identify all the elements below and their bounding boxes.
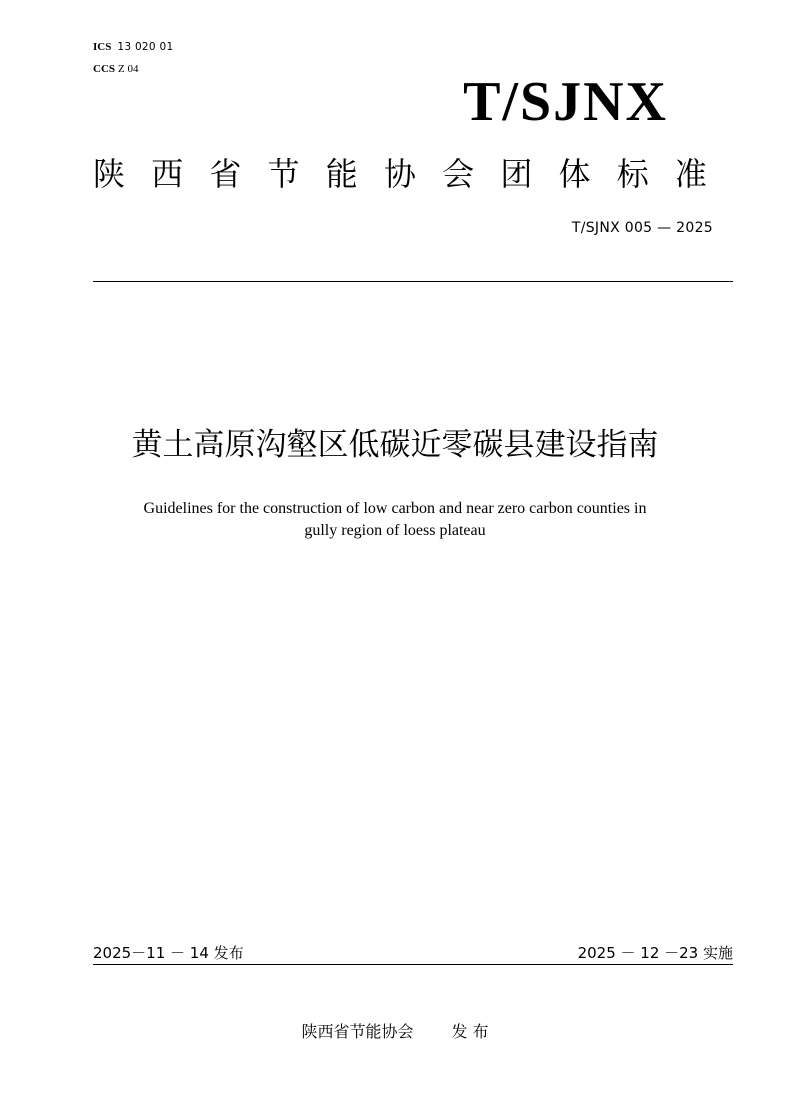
ccs-value: Z 04 (118, 63, 139, 75)
org-title-char: 陕 (93, 155, 126, 193)
ics-code (93, 40, 173, 54)
organization-title (93, 152, 707, 196)
org-title-char: 标 (616, 155, 649, 193)
header-divider (93, 281, 733, 282)
org-title-char: 能 (325, 155, 358, 193)
org-title-char: 会 (442, 155, 475, 193)
org-title-char: 西 (151, 155, 184, 193)
ccs-label: CCS (93, 63, 116, 75)
ics-value: 13 020 01 (117, 41, 174, 53)
document-title-en (95, 498, 695, 542)
org-title-char: 节 (267, 155, 300, 193)
issue-date: 2025－11 － 14 发布 (93, 944, 244, 962)
footer-divider (93, 964, 733, 965)
publisher (0, 1020, 790, 1044)
org-title-char: 协 (383, 155, 416, 193)
document-title-zh: 黄土高原沟壑区低碳近零碳县建设指南 (131, 427, 659, 463)
standard-number: T/SJNX 005 — 2025 (571, 220, 713, 236)
org-title-char: 体 (558, 155, 591, 193)
publisher-name: 陕西省节能协会 (301, 1022, 414, 1041)
ccs-code (93, 62, 139, 76)
publisher-action: 发 布 (451, 1022, 489, 1041)
document-title-en-line2: gully region of loess plateau (304, 522, 486, 539)
org-title-char: 团 (500, 155, 533, 193)
org-title-char: 省 (209, 155, 242, 193)
standard-brand-logo: T/SJNX (463, 71, 668, 133)
implementation-date: 2025 － 12 －23 实施 (577, 944, 733, 962)
document-title-en-line1: Guidelines for the construction of low carbon and near zero carbon counties in (143, 500, 647, 517)
org-title-char: 准 (674, 155, 707, 193)
ics-label: ICS (93, 41, 112, 53)
